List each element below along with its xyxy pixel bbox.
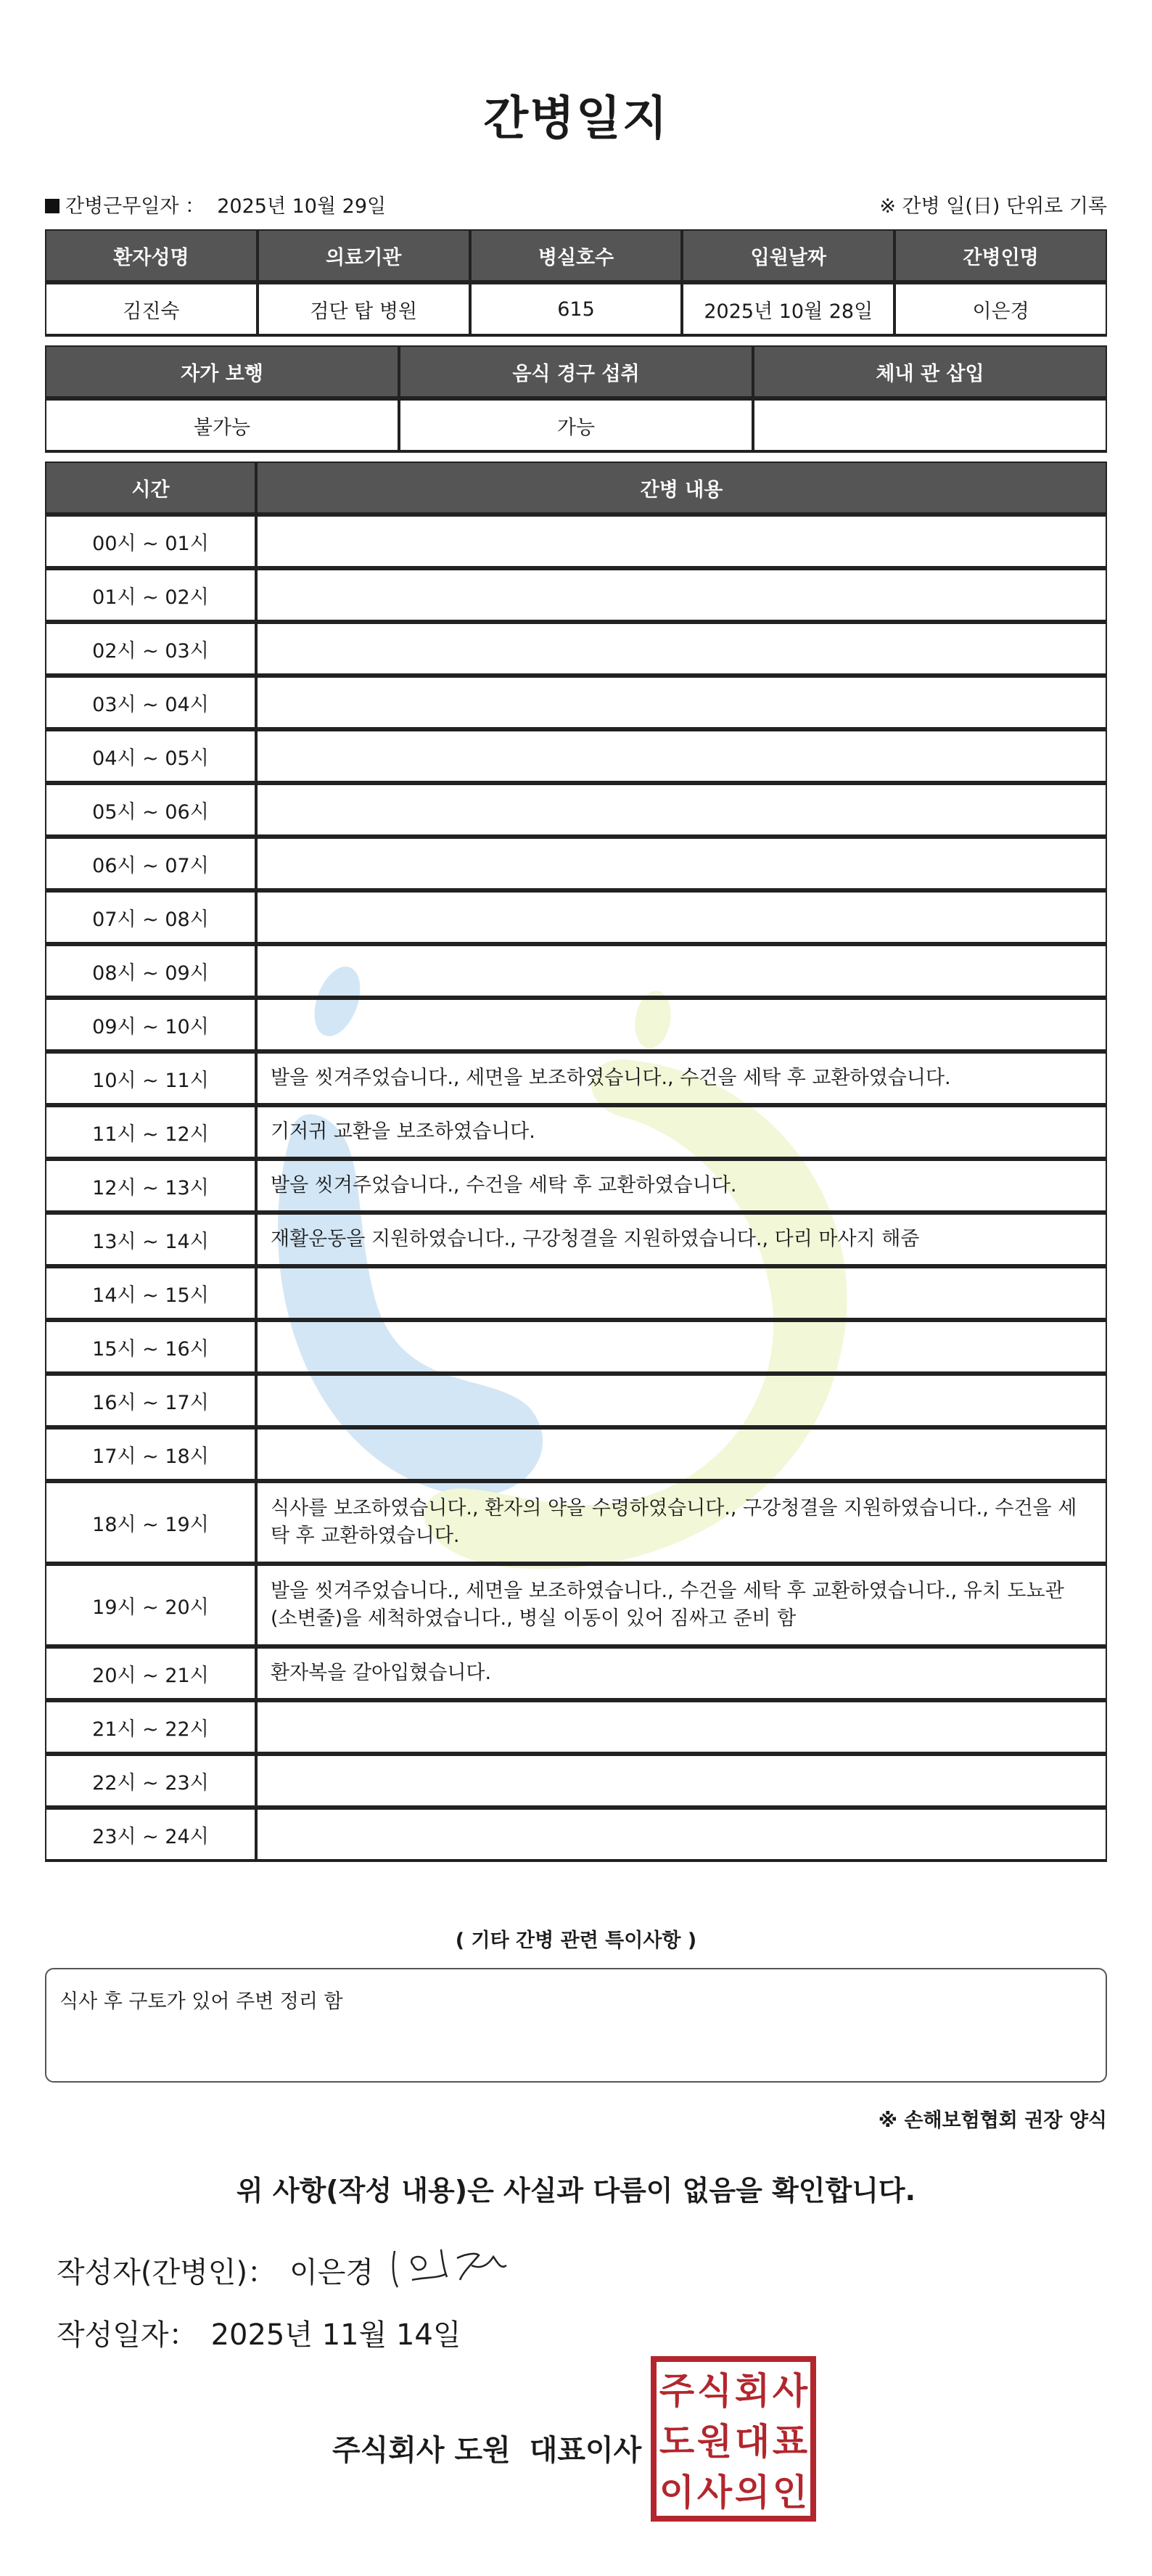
seal-character: 회 [734,2370,770,2412]
work-date-value: 2025년 10월 29일 [217,195,387,218]
time-cell: 12시 ~ 13시 [45,1160,256,1213]
table-row [45,998,1107,1052]
date-value: 2025년 11월 14일 [210,2318,461,2352]
date-line [57,2312,461,2353]
writer-name: 이은경 [289,2256,374,2289]
table-row [45,1482,1107,1564]
time-cell: 13시 ~ 14시 [45,1213,256,1267]
date-label: 작성일자： [57,2318,198,2352]
table-row [45,1428,1107,1482]
document-title: 간병일지 [483,92,669,146]
tube-insertion [753,399,1107,453]
table-row [45,730,1107,784]
care-note-cell [256,730,1107,784]
medical-institution: 검단 탑 병원 [258,283,470,337]
care-log-table [45,462,1107,1862]
table-row [45,1267,1107,1321]
room-number: 615 [470,283,683,337]
care-note-cell [256,676,1107,730]
care-note-cell: 환자복을 갈아입혔습니다. [256,1647,1107,1701]
care-note-cell [256,998,1107,1052]
table-row [45,837,1107,891]
care-note-cell [256,1428,1107,1482]
table-row [45,1321,1107,1374]
table-row [45,676,1107,730]
header-cell: 환자성명 [45,229,258,283]
table-row [45,623,1107,676]
writer-label: 작성자(간병인)： [57,2256,277,2289]
care-note-cell [256,1808,1107,1862]
remarks-content: 식사 후 구토가 있어 주변 정리 함 [59,1990,343,2013]
care-note-cell [256,784,1107,837]
table-row [45,1808,1107,1862]
care-note-cell [256,1321,1107,1374]
care-note-cell [256,1701,1107,1755]
care-note-cell [256,569,1107,623]
form-note: ※ 손해보험협회 권장 양식 [878,2109,1107,2132]
meta-row [45,190,1107,219]
record-note: ※ 간병 일(日) 단위로 기록 [879,195,1107,218]
company-line [332,2427,641,2469]
care-note-cell: 발을 씻겨주었습니다., 세면을 보조하였습니다., 수건을 세탁 후 교환하였습니다., 유치 도뇨관 (소변줄)을 세척하였습니다., 병실 이동이 있어 짐싸고 준비 함 [256,1564,1107,1647]
table-row [45,1374,1107,1428]
time-cell: 21시 ~ 22시 [45,1701,256,1755]
table-row [45,1564,1107,1647]
time-cell: 18시 ~ 19시 [45,1482,256,1564]
care-note-cell [256,945,1107,998]
time-cell: 00시 ~ 01시 [45,515,256,569]
seal-character: 표 [772,2421,808,2463]
table-row [45,891,1107,945]
time-cell: 09시 ~ 10시 [45,998,256,1052]
header-cell: 음식 경구 섭취 [399,345,753,399]
admission-date: 2025년 10월 28일 [682,283,894,337]
header-cell: 입원날짜 [682,229,894,283]
time-cell: 07시 ~ 08시 [45,891,256,945]
table-row [45,1701,1107,1755]
care-note-cell [256,623,1107,676]
table-row [45,1052,1107,1106]
time-cell: 15시 ~ 16시 [45,1321,256,1374]
care-note-cell [256,891,1107,945]
table-row [45,945,1107,998]
care-note-cell [256,1755,1107,1808]
time-cell: 02시 ~ 03시 [45,623,256,676]
time-cell: 11시 ~ 12시 [45,1106,256,1160]
patient-info-table [45,229,1107,337]
header-cell: 자가 보행 [45,345,399,399]
table-row [45,1160,1107,1213]
seal-character: 대 [734,2421,770,2463]
time-cell: 19시 ~ 20시 [45,1564,256,1647]
seal-character: 원 [696,2421,733,2463]
seal-character: 도 [659,2421,695,2463]
table-row [45,1106,1107,1160]
care-note-cell: 식사를 보조하였습니다., 환자의 약을 수령하였습니다., 구강청결을 지원하였습니다., 수건을 세탁 후 교환하였습니다. [256,1482,1107,1564]
table-row [45,1755,1107,1808]
time-cell: 17시 ~ 18시 [45,1428,256,1482]
table-row [45,1647,1107,1701]
time-cell: 01시 ~ 02시 [45,569,256,623]
header-cell: 시간 [45,462,256,515]
care-note-cell: 기저귀 교환을 보조하였습니다. [256,1106,1107,1160]
table-row [45,515,1107,569]
patient-name: 김진숙 [45,283,258,337]
care-note-cell [256,837,1107,891]
remarks-title: ( 기타 간병 관련 특이사항 ) [455,1929,697,1952]
patient-status-table [45,345,1107,453]
time-cell: 16시 ~ 17시 [45,1374,256,1428]
care-note-cell [256,515,1107,569]
oral-intake: 가능 [399,399,753,453]
time-cell: 22시 ~ 23시 [45,1755,256,1808]
seal-character: 인 [772,2472,808,2514]
seal-character: 사 [772,2370,808,2412]
writer-line [57,2249,374,2291]
header-cell: 병실호수 [470,229,683,283]
care-note-cell [256,1374,1107,1428]
time-cell: 03시 ~ 04시 [45,676,256,730]
time-cell: 08시 ~ 09시 [45,945,256,998]
care-note-cell: 재활운동을 지원하였습니다., 구강청결을 지원하였습니다., 다리 마사지 해줌 [256,1213,1107,1267]
time-cell: 10시 ~ 11시 [45,1052,256,1106]
header-cell: 의료기관 [258,229,470,283]
time-cell: 04시 ~ 05시 [45,730,256,784]
table-row [45,569,1107,623]
care-note-cell: 발을 씻겨주었습니다., 수건을 세탁 후 교환하였습니다. [256,1160,1107,1213]
table-row [45,1213,1107,1267]
confirmation-statement: 위 사항(작성 내용)은 사실과 다름이 없음을 확인합니다. [236,2175,916,2207]
representative-title: 대표이사 [529,2434,642,2467]
remarks-box [45,1968,1107,2083]
caregiver-name: 이은경 [894,283,1107,337]
time-cell: 14시 ~ 15시 [45,1267,256,1321]
header-cell: 간병인명 [894,229,1107,283]
black-square-icon [45,199,59,213]
time-cell: 23시 ~ 24시 [45,1808,256,1862]
seal-character: 사 [696,2472,733,2514]
care-note-cell: 발을 씻겨주었습니다., 세면을 보조하였습니다., 수건을 세탁 후 교환하였습니다. [256,1052,1107,1106]
work-date [45,190,386,218]
care-note-cell [256,1267,1107,1321]
seal-character: 의 [734,2472,770,2514]
header-cell: 간병 내용 [256,462,1107,515]
signature-image [384,2236,515,2294]
header-cell: 체내 관 삽입 [753,345,1107,399]
seal-character: 주 [659,2370,695,2412]
work-date-label: 간병근무일자 ： [65,195,205,218]
company-seal [650,2355,817,2522]
seal-character: 식 [696,2370,733,2412]
company-name: 주식회사 도원 [332,2434,511,2467]
self-walking: 불가능 [45,399,399,453]
time-cell: 06시 ~ 07시 [45,837,256,891]
seal-character: 이 [659,2472,695,2514]
table-row [45,784,1107,837]
time-cell: 20시 ~ 21시 [45,1647,256,1701]
time-cell: 05시 ~ 06시 [45,784,256,837]
